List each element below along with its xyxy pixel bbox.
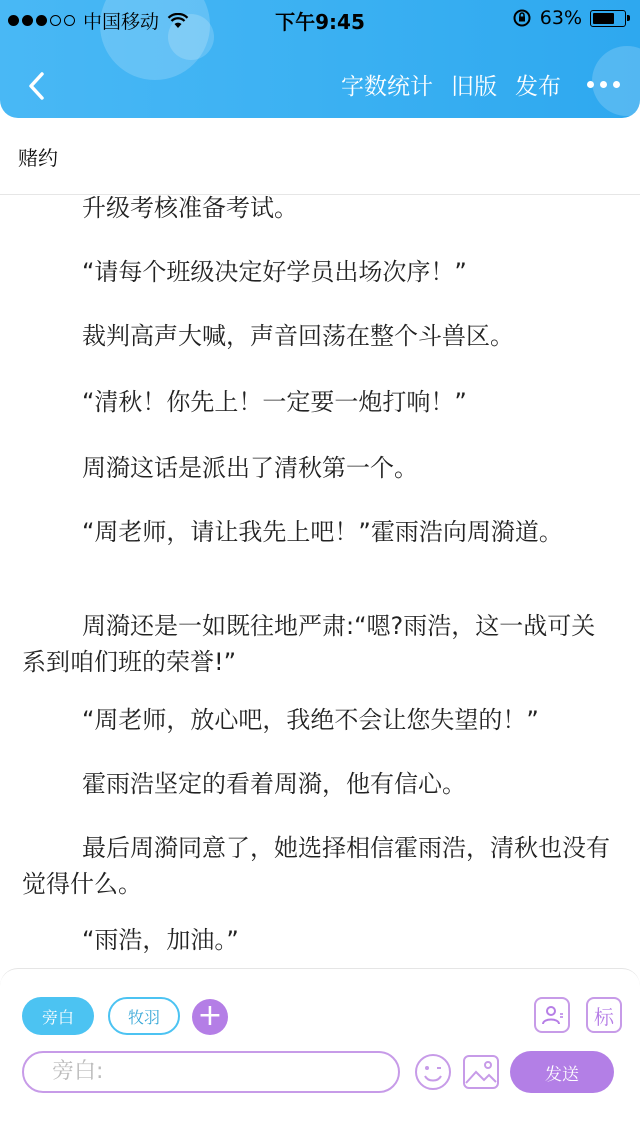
paragraph: 最后周漪同意了，她选择相信霍雨浩，清秋也没有觉得什么。 <box>22 834 610 898</box>
emoji-icon[interactable] <box>414 1053 452 1091</box>
old-version-button[interactable]: 旧版 <box>451 74 497 100</box>
paragraph: “周老师，请让我先上吧！”霍雨浩向周漪道。 <box>82 518 563 546</box>
chapter-title: 赌约 <box>18 146 58 170</box>
rotation-lock-icon <box>512 8 532 28</box>
person-icon <box>540 1003 564 1027</box>
paragraph: 升级考核准备考试。 <box>82 194 298 222</box>
role-chip[interactable]: 牧羽 <box>108 997 180 1035</box>
carrier-label: 中国移动 <box>83 11 160 33</box>
composer-panel <box>0 968 640 1140</box>
top-bar <box>0 0 640 118</box>
publish-button[interactable]: 发布 <box>515 74 561 100</box>
battery-icon <box>590 10 626 27</box>
status-bar <box>0 0 640 36</box>
paragraph: 周漪这话是派出了清秋第一个。 <box>82 454 418 482</box>
clock: 下午9:45 <box>275 10 365 34</box>
paragraph: “周老师，放心吧，我绝不会让您失望的！” <box>82 706 539 734</box>
paragraph: “雨浩，加油。” <box>82 926 239 954</box>
chapter-title-bar[interactable] <box>0 118 640 195</box>
paragraph: “请每个班级决定好学员出场次序！” <box>82 258 467 286</box>
tag-button[interactable] <box>586 997 622 1033</box>
paragraph: 周漪还是一如既往地严肃:“嗯?雨浩，这一战可关系到咱们班的荣誉!” <box>22 612 596 676</box>
tag-label: 标 <box>594 1004 614 1029</box>
input-placeholder: 旁白: <box>52 1059 104 1084</box>
battery-percent: 63% <box>539 7 582 29</box>
back-chevron-icon[interactable] <box>22 68 52 104</box>
message-input[interactable] <box>22 1051 400 1093</box>
narrator-chip[interactable]: 旁白 <box>22 997 94 1035</box>
word-count-button[interactable]: 字数统计 <box>341 74 433 100</box>
plus-icon[interactable]: + <box>192 999 228 1035</box>
image-icon[interactable] <box>462 1053 500 1091</box>
story-content[interactable] <box>0 194 640 968</box>
paragraph: 裁判高声大喊，声音回荡在整个斗兽区。 <box>82 322 514 350</box>
paragraph: 霍雨浩坚定的看着周漪，他有信心。 <box>82 770 466 798</box>
send-button[interactable]: 发送 <box>510 1051 614 1093</box>
paragraph: “清秋！你先上！一定要一炮打响！” <box>82 388 467 416</box>
nav-bar <box>0 60 640 110</box>
more-dots-icon[interactable] <box>587 81 620 88</box>
person-card-icon[interactable] <box>534 997 570 1033</box>
